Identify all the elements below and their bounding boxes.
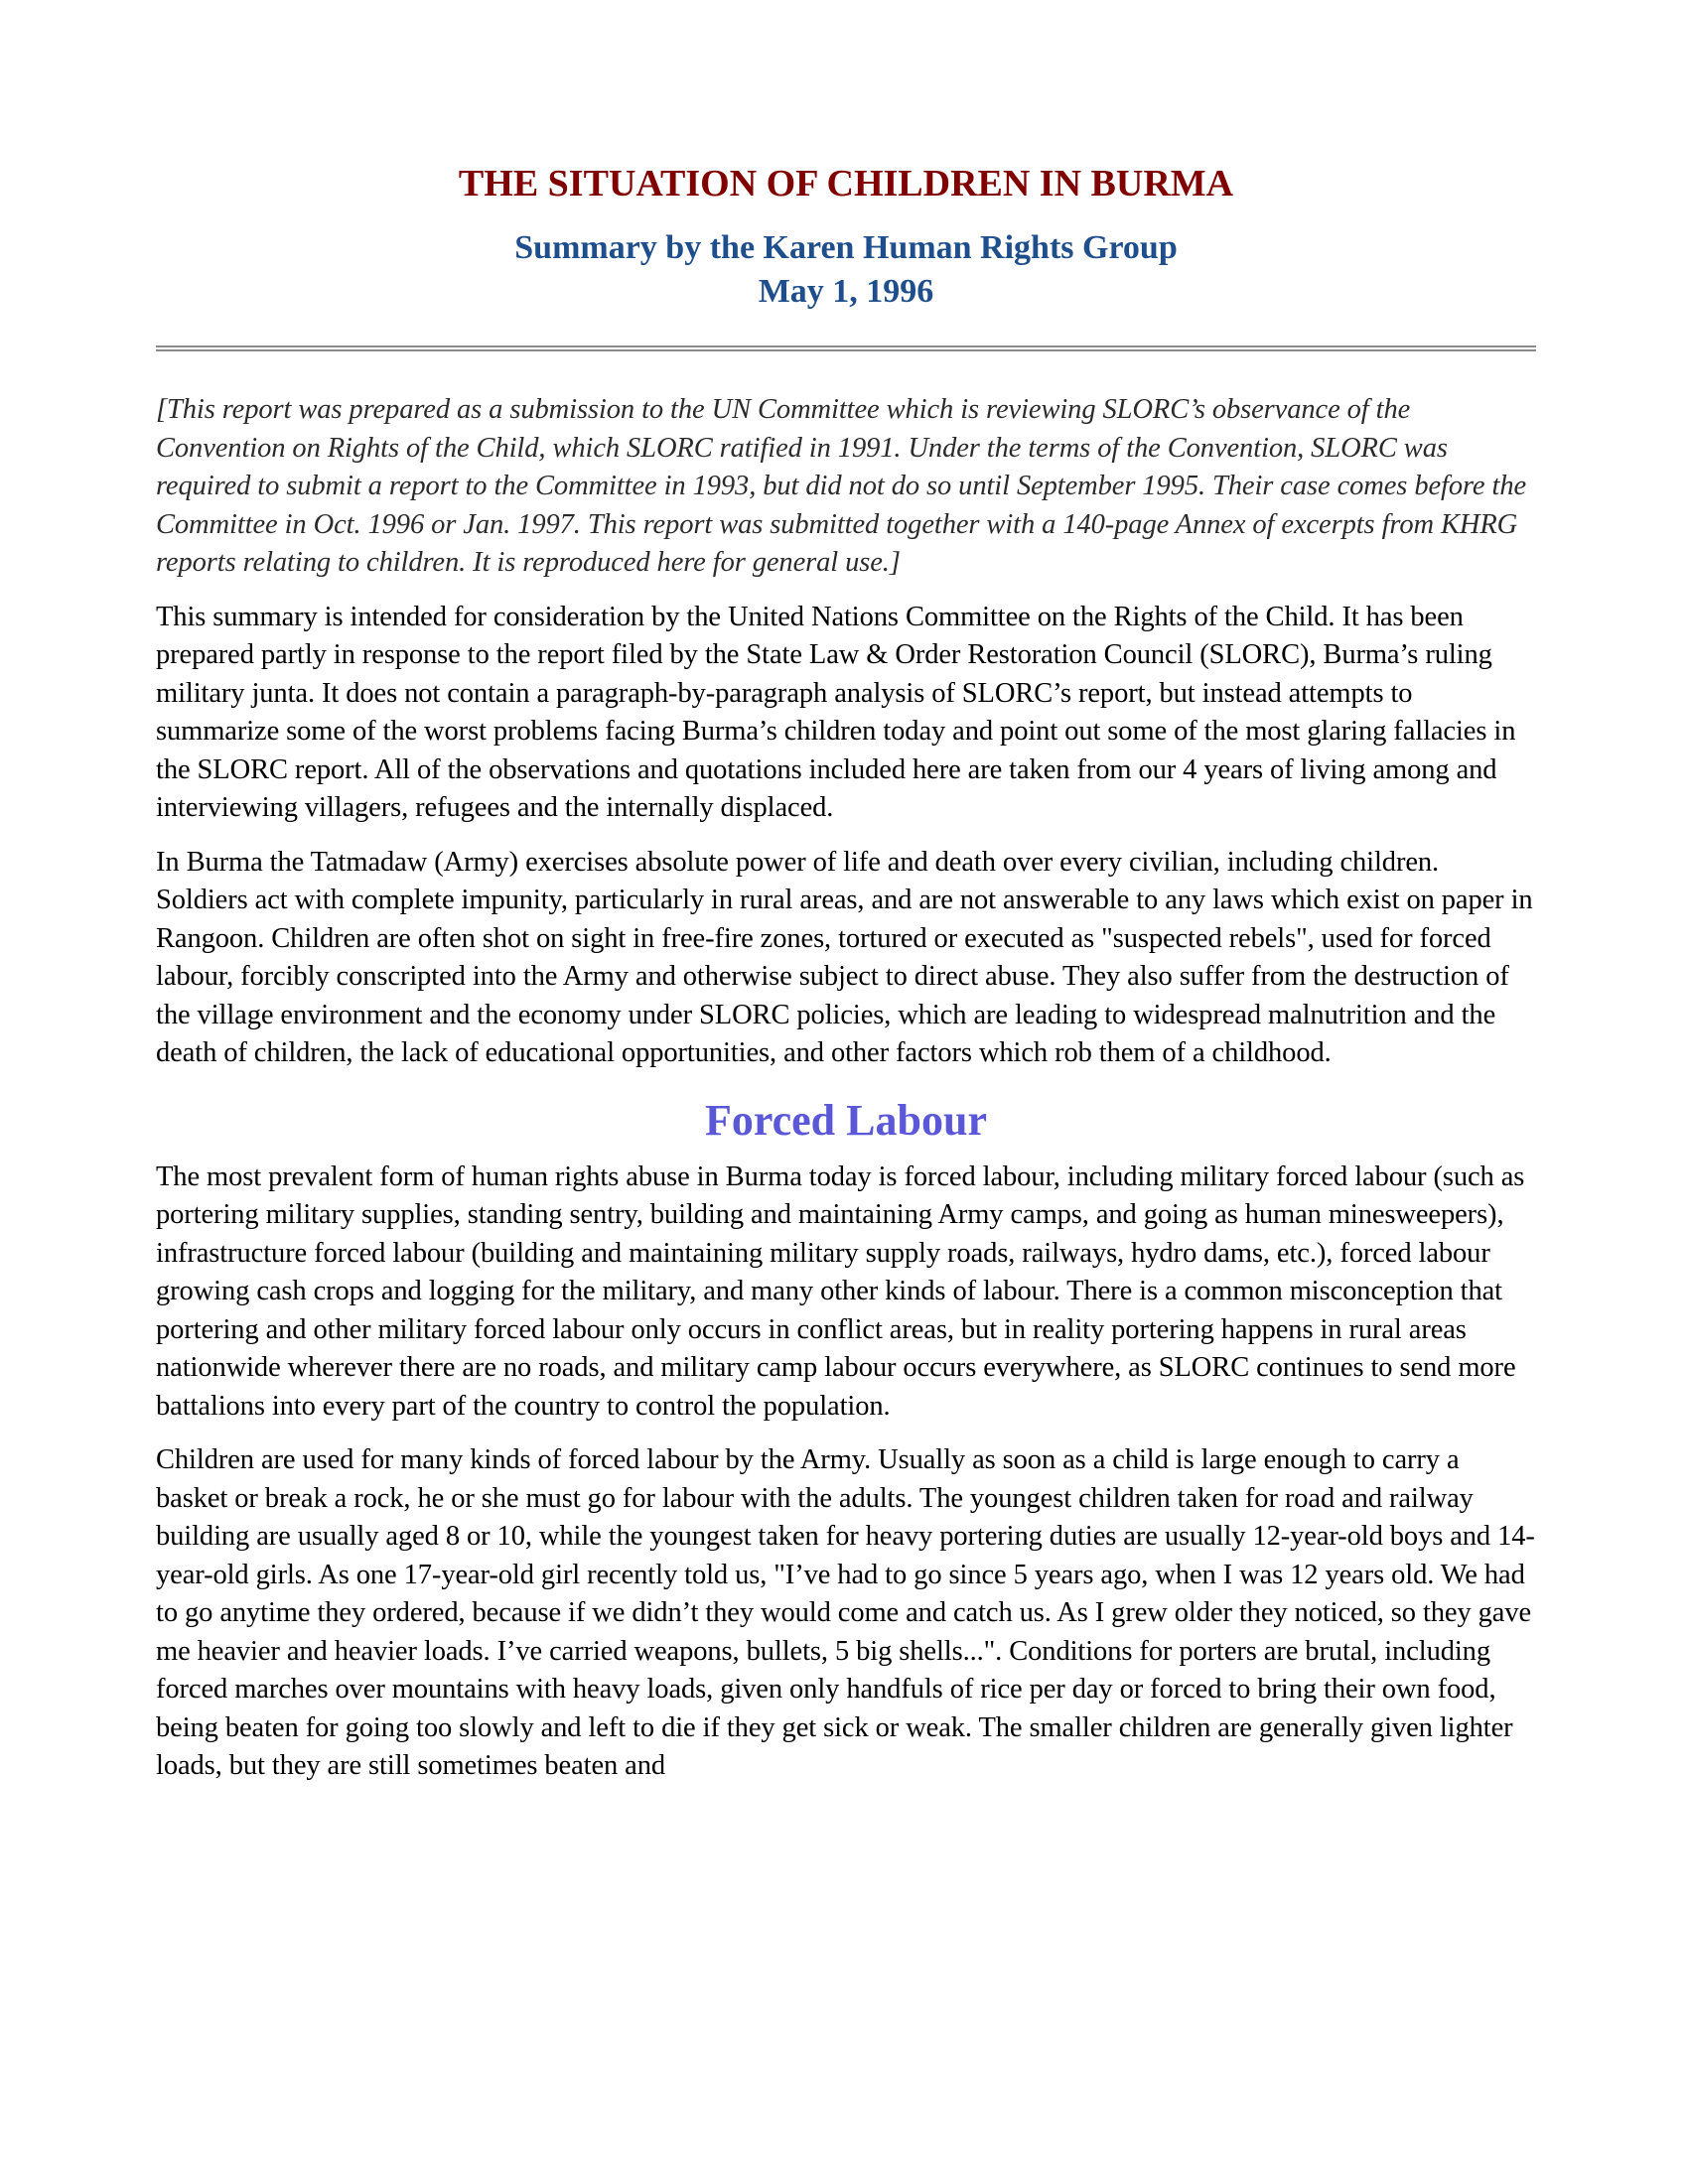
forced-labour-paragraph-2: Children are used for many kinds of forced labour by the Army. Usually as soon as a child is large enough to carry a basket or break a rock, he or she must go for labour with the adults. The youngest children taken for road and railway building are usually aged 8 or 10, while the youngest taken for heavy portering duties are usually 12-year-old boys and 14-year-old girls. As one 17-year-old girl recently told us, "I’ve had to go since 5 years ago, when I was 12 years old. We had to go anytime they ordered, because if we didn’t they would come and catch us. As I grew older they noticed, so they gave me heavier and heavier loads. I’ve carried weapons, bullets, 5 big shells...". Conditions for porters are brutal, including forced marches over mountains with heavy loads, given only handfuls of rice per day or forced to bring their own food, being beaten for going too slowly and left to die if they get sick or weak. The smaller children are generally given lighter loads, but they are still sometimes beaten and (156, 1444, 1535, 1781)
body-paragraph-1: This summary is intended for consideration by the United Nations Committee on the Rights of the Child. It has been prepared partly in response to the report filed by the State Law & Order Restoration Council (SLORC), Burma’s ruling military junta. It does not contain a paragraph-by-paragraph analysis of SLORC’s report, but instead attempts to summarize some of the worst problems facing Burma’s children today and point out some of the most glaring fallacies in the SLORC report. All of the observations and quotations included here are taken from our 4 years of living among and interviewing villagers, refugees and the internally displaced. (156, 601, 1516, 823)
section-heading-forced-labour: Forced Labour (705, 1095, 987, 1145)
document-page (156, 149, 1536, 1786)
document-subtitle: Summary by the Karen Human Rights Group (514, 229, 1178, 266)
header-divider (156, 345, 1536, 351)
forced-labour-paragraph-1: The most prevalent form of human rights abuse in Burma today is forced labour, including military forced labour (such as portering military supplies, standing sentry, building and maintaining Army camps, and going as human minesweepers), infrastructure forced labour (building and maintaining military supply roads, railways, hydro dams, etc.), forced labour growing cash crops and logging for the military, and many other kinds of labour. There is a common misconception that portering and other military forced labour only occurs in conflict areas, but in reality portering happens in rural areas nationwide wherever there are no roads, and military camp labour occurs everywhere, as SLORC continues to send more battalions into every part of the country to control the population. (156, 1160, 1525, 1422)
document-title: THE SITUATION OF CHILDREN IN BURMA (458, 163, 1234, 205)
intro-note: [This report was prepared as a submission to the UN Committee which is reviewing SLORC’s observance of the Convention on Rights of the Child, which SLORC ratified in 1991. Under the terms of the Convention, SLORC was required to submit a report to the Committee in 1993, but did not do so until September 1995. Their case comes before the Committee in Oct. 1996 or Jan. 1997. This report was submitted together with a 140-page Annex of excerpts from KHRG reports relating to children. It is reproduced here for general use.] (156, 394, 1527, 578)
body-paragraph-2: In Burma the Tatmadaw (Army) exercises absolute power of life and death over every civilian, including children. Soldiers act with complete impunity, particularly in rural areas, and are not answerable to any laws which exist on paper in Rangoon. Children are often shot on sight in free-fire zones, tortured or executed as "suspected rebels", used for forced labour, forcibly conscripted into the Army and otherwise subject to direct abuse. They also suffer from the destruction of the village environment and the economy under SLORC policies, which are leading to widespread malnutrition and the death of children, the lack of educational opportunities, and other factors which rob them of a childhood. (156, 846, 1533, 1068)
document-date: May 1, 1996 (758, 273, 934, 310)
